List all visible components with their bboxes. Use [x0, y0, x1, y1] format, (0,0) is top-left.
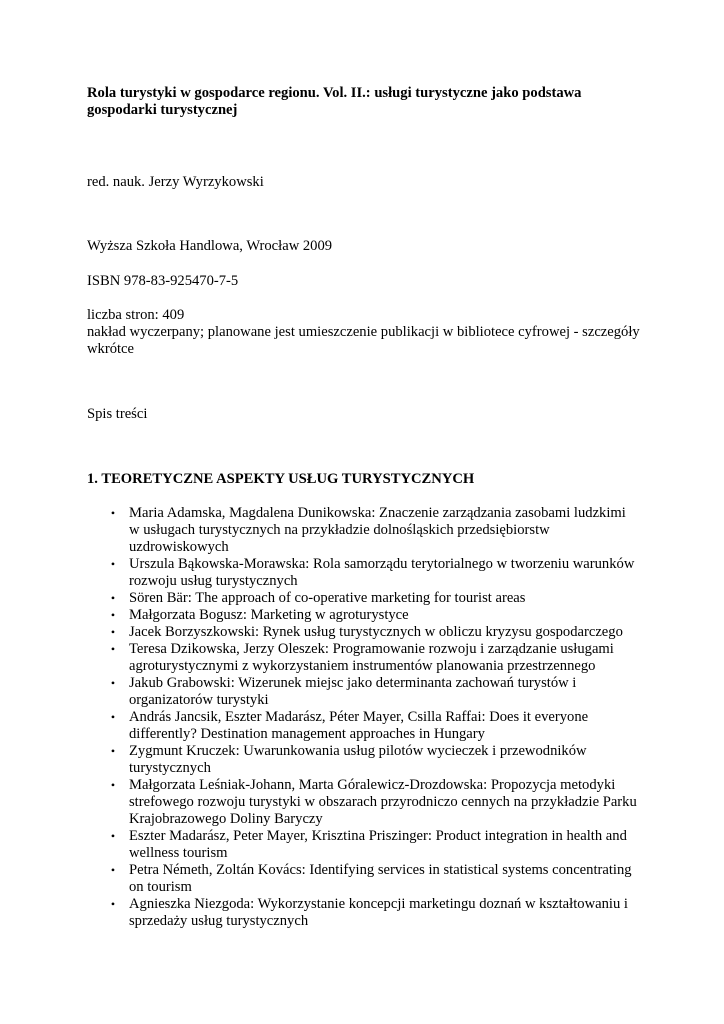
toc-list — [107, 505, 637, 930]
toc-item — [107, 624, 637, 641]
toc-item-text: Urszula Bąkowska-Morawska: Rola samorządu terytorialnego w tworzeniu warunków rozwoju usług turystycznych — [129, 556, 635, 589]
isbn-line: ISBN 978-83-925470-7-5 — [87, 273, 239, 289]
bullet-icon: • — [110, 897, 116, 911]
bullet-icon: • — [110, 863, 116, 877]
bullet-icon: • — [110, 642, 116, 656]
section-heading: 1. TEORETYCZNE ASPEKTY USŁUG TURYSTYCZNYCH — [87, 471, 475, 487]
toc-item-text: Petra Németh, Zoltán Kovács: Identifying services in statistical systems concentrating on tourism — [129, 862, 632, 895]
toc-item — [107, 709, 637, 743]
bullet-icon: • — [110, 778, 116, 792]
toc-item — [107, 896, 637, 930]
toc-item-text: Agnieszka Niezgoda: Wykorzystanie koncepcji marketingu doznań w kształtowaniu i sprzedaży usług turystycznych — [129, 896, 628, 929]
page-count-line: liczba stron: 409 — [87, 307, 185, 323]
publication-info — [87, 307, 647, 358]
bullet-icon: • — [110, 506, 116, 520]
toc-item — [107, 590, 637, 607]
toc-item — [107, 828, 637, 862]
toc-item — [107, 505, 637, 556]
publisher-line: Wyższa Szkoła Handlowa, Wrocław 2009 — [87, 238, 333, 254]
toc-item — [107, 777, 637, 828]
toc-item-text: András Jancsik, Eszter Madarász, Péter Mayer, Csilla Raffai: Does it everyone differently? Destination management approaches in Hungary — [129, 709, 589, 742]
toc-item-text: Zygmunt Kruczek: Uwarunkowania usług pilotów wycieczek i przewodników turystycznych — [129, 743, 587, 776]
toc-item-text: Małgorzata Leśniak-Johann, Marta Góralewicz-Drozdowska: Propozycja metodyki strefowego rozwoju turystyki w obszarach przyrodniczo cennych na przykładzie Parku Krajobrazowego Doliny Baryczy — [129, 777, 637, 827]
toc-item-text: Sören Bär: The approach of co-operative marketing for tourist areas — [129, 590, 526, 606]
bullet-icon: • — [110, 676, 116, 690]
toc-item-text: Małgorzata Bogusz: Marketing w agroturystyce — [129, 607, 409, 623]
toc-heading: Spis treści — [87, 406, 148, 422]
toc-item-text: Eszter Madarász, Peter Mayer, Krisztina Priszinger: Product integration in health and wellness tourism — [129, 828, 627, 861]
bullet-icon: • — [110, 710, 116, 724]
bullet-icon: • — [110, 608, 116, 622]
bullet-icon: • — [110, 829, 116, 843]
toc-item-text: Jakub Grabowski: Wizerunek miejsc jako determinanta zachowań turystów i organizatorów turystyki — [129, 675, 577, 708]
toc-item-text: Maria Adamska, Magdalena Dunikowska: Znaczenie zarządzania zasobami ludzkimi w usługach turystycznych na przykładzie dolnośląskich przedsiębiorstw uzdrowiskowych — [129, 505, 626, 555]
availability-note: nakład wyczerpany; planowane jest umieszczenie publikacji w bibliotece cyfrowej - szczegóły wkrótce — [87, 324, 640, 357]
toc-item-text: Jacek Borzyszkowski: Rynek usług turystycznych w obliczu kryzysu gospodarczego — [129, 624, 623, 640]
toc-item — [107, 743, 637, 777]
toc-item — [107, 607, 637, 624]
toc-item — [107, 675, 637, 709]
toc-item — [107, 862, 637, 896]
bullet-icon: • — [110, 591, 116, 605]
bullet-icon: • — [110, 557, 116, 571]
editor-line: red. nauk. Jerzy Wyrzykowski — [87, 174, 264, 190]
document-title: Rola turystyki w gospodarce regionu. Vol. II.: usługi turystyczne jako podstawa gospodarki turystycznej — [87, 85, 582, 118]
bullet-icon: • — [110, 744, 116, 758]
toc-item-text: Teresa Dzikowska, Jerzy Oleszek: Programowanie rozwoju i zarządzanie usługami agroturystycznymi z wykorzystaniem instrumentów planowania przestrzennego — [129, 641, 614, 674]
toc-item — [107, 641, 637, 675]
bullet-icon: • — [110, 625, 116, 639]
toc-item — [107, 556, 637, 590]
